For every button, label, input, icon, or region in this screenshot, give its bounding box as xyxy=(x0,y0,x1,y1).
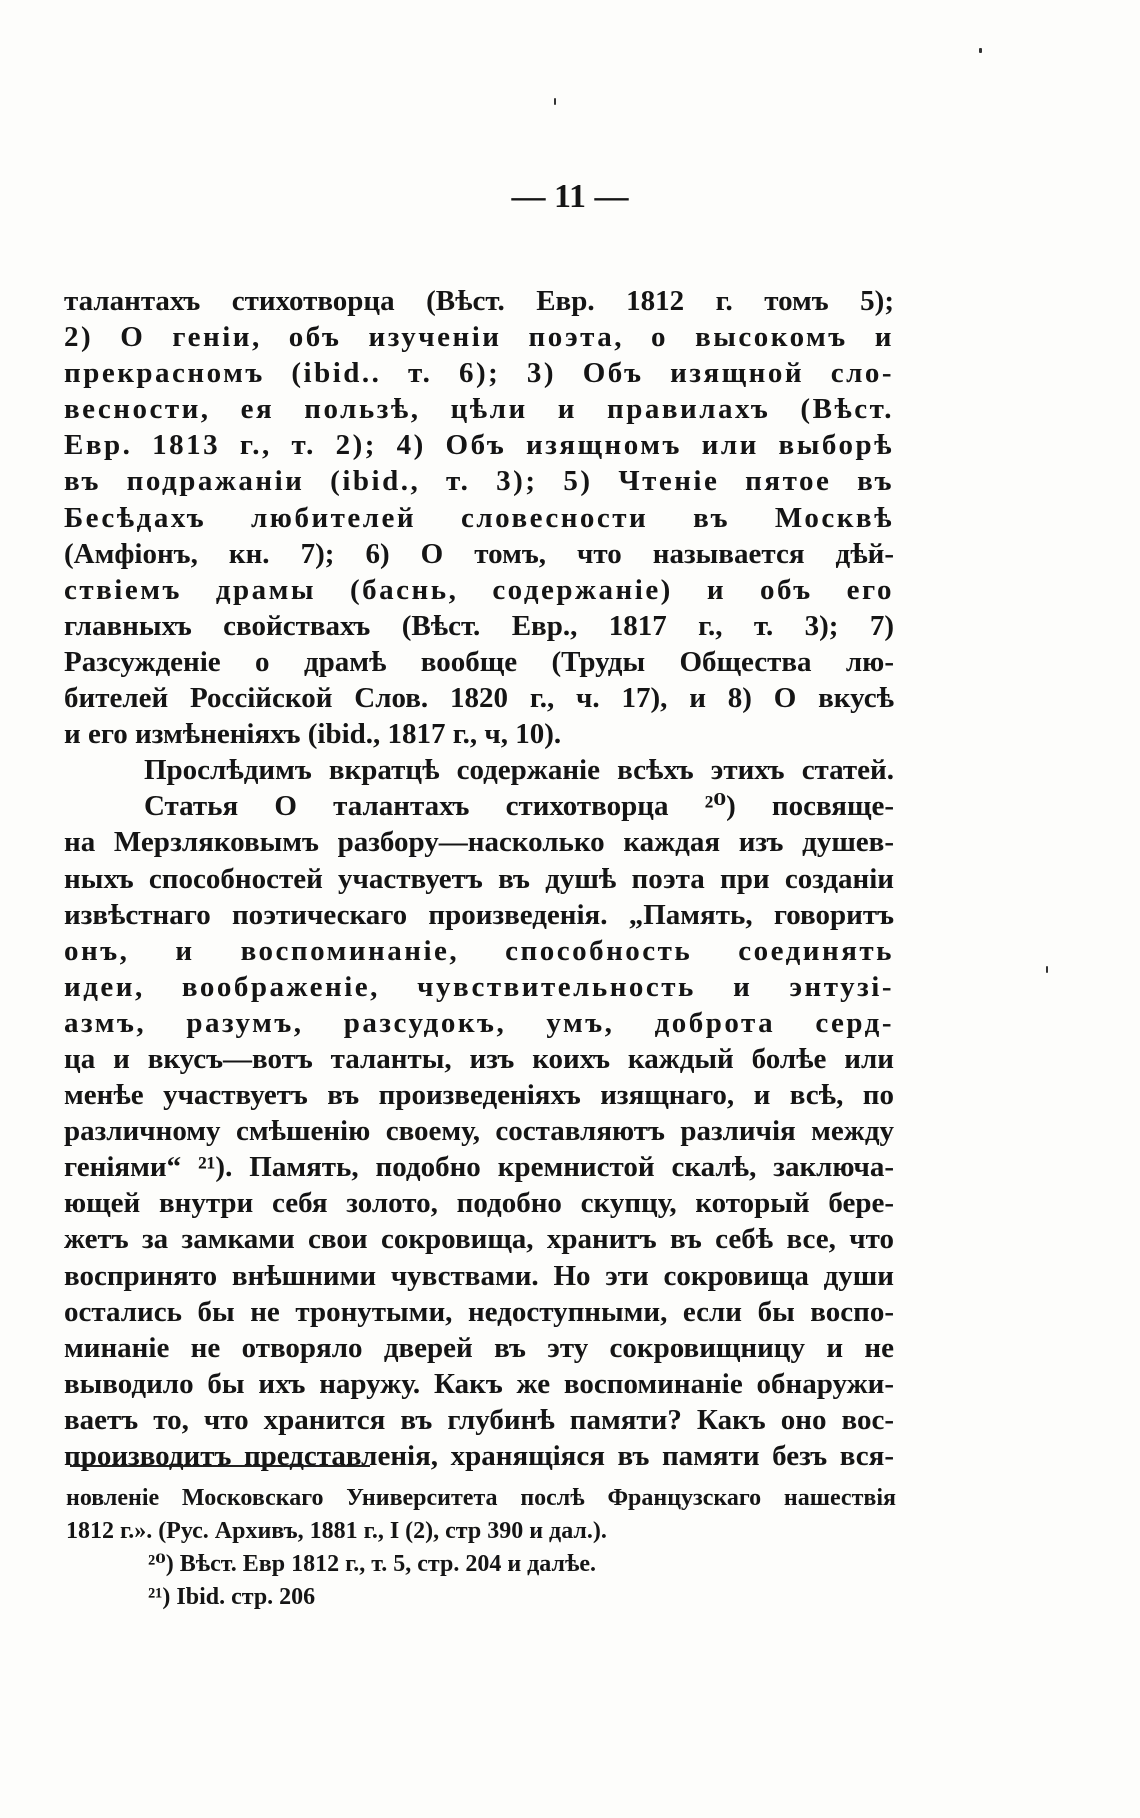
text-line: Евр. 1813 г., т. 2); 4) Объ изящномъ или выборѣ xyxy=(64,429,894,462)
footnotes xyxy=(66,1482,896,1614)
footnote-20: ²⁰) Вѣст. Евр 1812 г., т. 5, стр. 204 и далѣе. xyxy=(148,1551,597,1577)
text-line: извѣстнаго поэтическаго произведенія. „Память, говоритъ xyxy=(64,898,894,931)
main-text xyxy=(64,283,894,1474)
text-line: воспринято внѣшними чувствами. Но эти сокровища души xyxy=(64,1259,894,1292)
text-line: Бесѣдахъ любителей словесности въ Москвѣ xyxy=(64,501,894,534)
scan-speck xyxy=(1046,966,1048,973)
scan-speck xyxy=(554,98,556,105)
footnote-21: ²¹) Ibid. стр. 206 xyxy=(148,1584,316,1610)
text-line: различному смѣшенію своему, составляютъ различія между xyxy=(64,1115,894,1148)
text-line: производитъ представленія, хранящіяся въ памяти безъ вся- xyxy=(64,1440,894,1472)
text-line: менѣе участвуетъ въ произведеніяхъ изящнаго, и всѣ, по xyxy=(64,1079,894,1112)
text-line: на Мерзляковымъ разбору—насколько каждая изъ душев- xyxy=(64,826,894,859)
footnote-line: 1812 г.». (Рус. Архивъ, 1881 г., I (2), стр 390 и дал.). xyxy=(66,1518,607,1544)
text-line: главныхъ свойствахъ (Вѣст. Евр., 1817 г., т. 3); 7) xyxy=(64,609,894,642)
text-line: жетъ за замками свои сокровища, хранитъ въ себѣ все, что xyxy=(64,1223,894,1256)
text-line: прекрасномъ (ibid.. т. 6); 3) Объ изящной сло- xyxy=(64,357,894,390)
text-line: остались бы не тронутыми, недоступными, если бы воспо- xyxy=(64,1295,894,1328)
text-line: выводило бы ихъ наружу. Какъ же воспоминаніе обнаружи- xyxy=(64,1367,894,1400)
footnote-divider xyxy=(70,1465,370,1467)
text-line: азмъ, разумъ, разсудокъ, умъ, доброта серд- xyxy=(64,1006,894,1039)
text-line: Разсужденіе о драмѣ вообще (Труды Общества лю- xyxy=(64,645,894,678)
text-line: ца и вкусъ—вотъ таланты, изъ коихъ каждый болѣе или xyxy=(64,1042,894,1075)
text-line: талантахъ стихотворца (Вѣст. Евр. 1812 г. томъ 5); xyxy=(64,285,894,317)
text-line: ныхъ способностей участвуетъ въ душѣ поэта при созданіи xyxy=(64,862,894,895)
page-number-header: — 11 — xyxy=(511,178,629,215)
text-line: и его измѣненіяхъ (ibid., 1817 г., ч, 10). xyxy=(64,718,562,751)
text-line: ствіемъ драмы (баснь, содержаніе) и объ его xyxy=(64,573,894,606)
text-line: ваетъ то, что хранится въ глубинѣ памяти? Какъ оно вос- xyxy=(64,1403,894,1436)
text-line: идеи, воображеніе, чувствительность и энтузі- xyxy=(64,970,894,1003)
text-line: въ подражаніи (ibid., т. 3); 5) Чтеніе пятое въ xyxy=(64,465,894,498)
text-line: бителей Россійской Слов. 1820 г., ч. 17), и 8) О вкусѣ xyxy=(64,682,894,715)
text-line: весности, ея пользѣ, цѣли и правилахъ (Вѣст. xyxy=(64,393,894,426)
paragraph-start: Прослѣдимъ вкратцѣ содержаніе всѣхъ этихъ статей. xyxy=(144,754,894,787)
footnote-line: новленіе Московскаго Университета послѣ Французскаго нашествія xyxy=(66,1485,896,1511)
text-line: геніями“ ²¹). Память, подобно кремнистой скалѣ, заключа- xyxy=(64,1151,894,1184)
text-line: онъ, и воспоминаніе, способность соединять xyxy=(64,934,894,967)
text-line: (Амфіонъ, кн. 7); 6) О томъ, что называется дѣй- xyxy=(64,537,894,570)
text-line: минаніе не отворяло дверей въ эту сокровищницу и не xyxy=(64,1331,894,1364)
text-line: ющей внутри себя золото, подобно скупцу, который бере- xyxy=(64,1187,894,1220)
paragraph-start: Статья О талантахъ стихотворца ²⁰) посвяще- xyxy=(144,790,894,823)
scan-speck xyxy=(979,48,982,53)
text-line: 2) О геніи, объ изученіи поэта, о высокомъ и xyxy=(64,321,894,354)
